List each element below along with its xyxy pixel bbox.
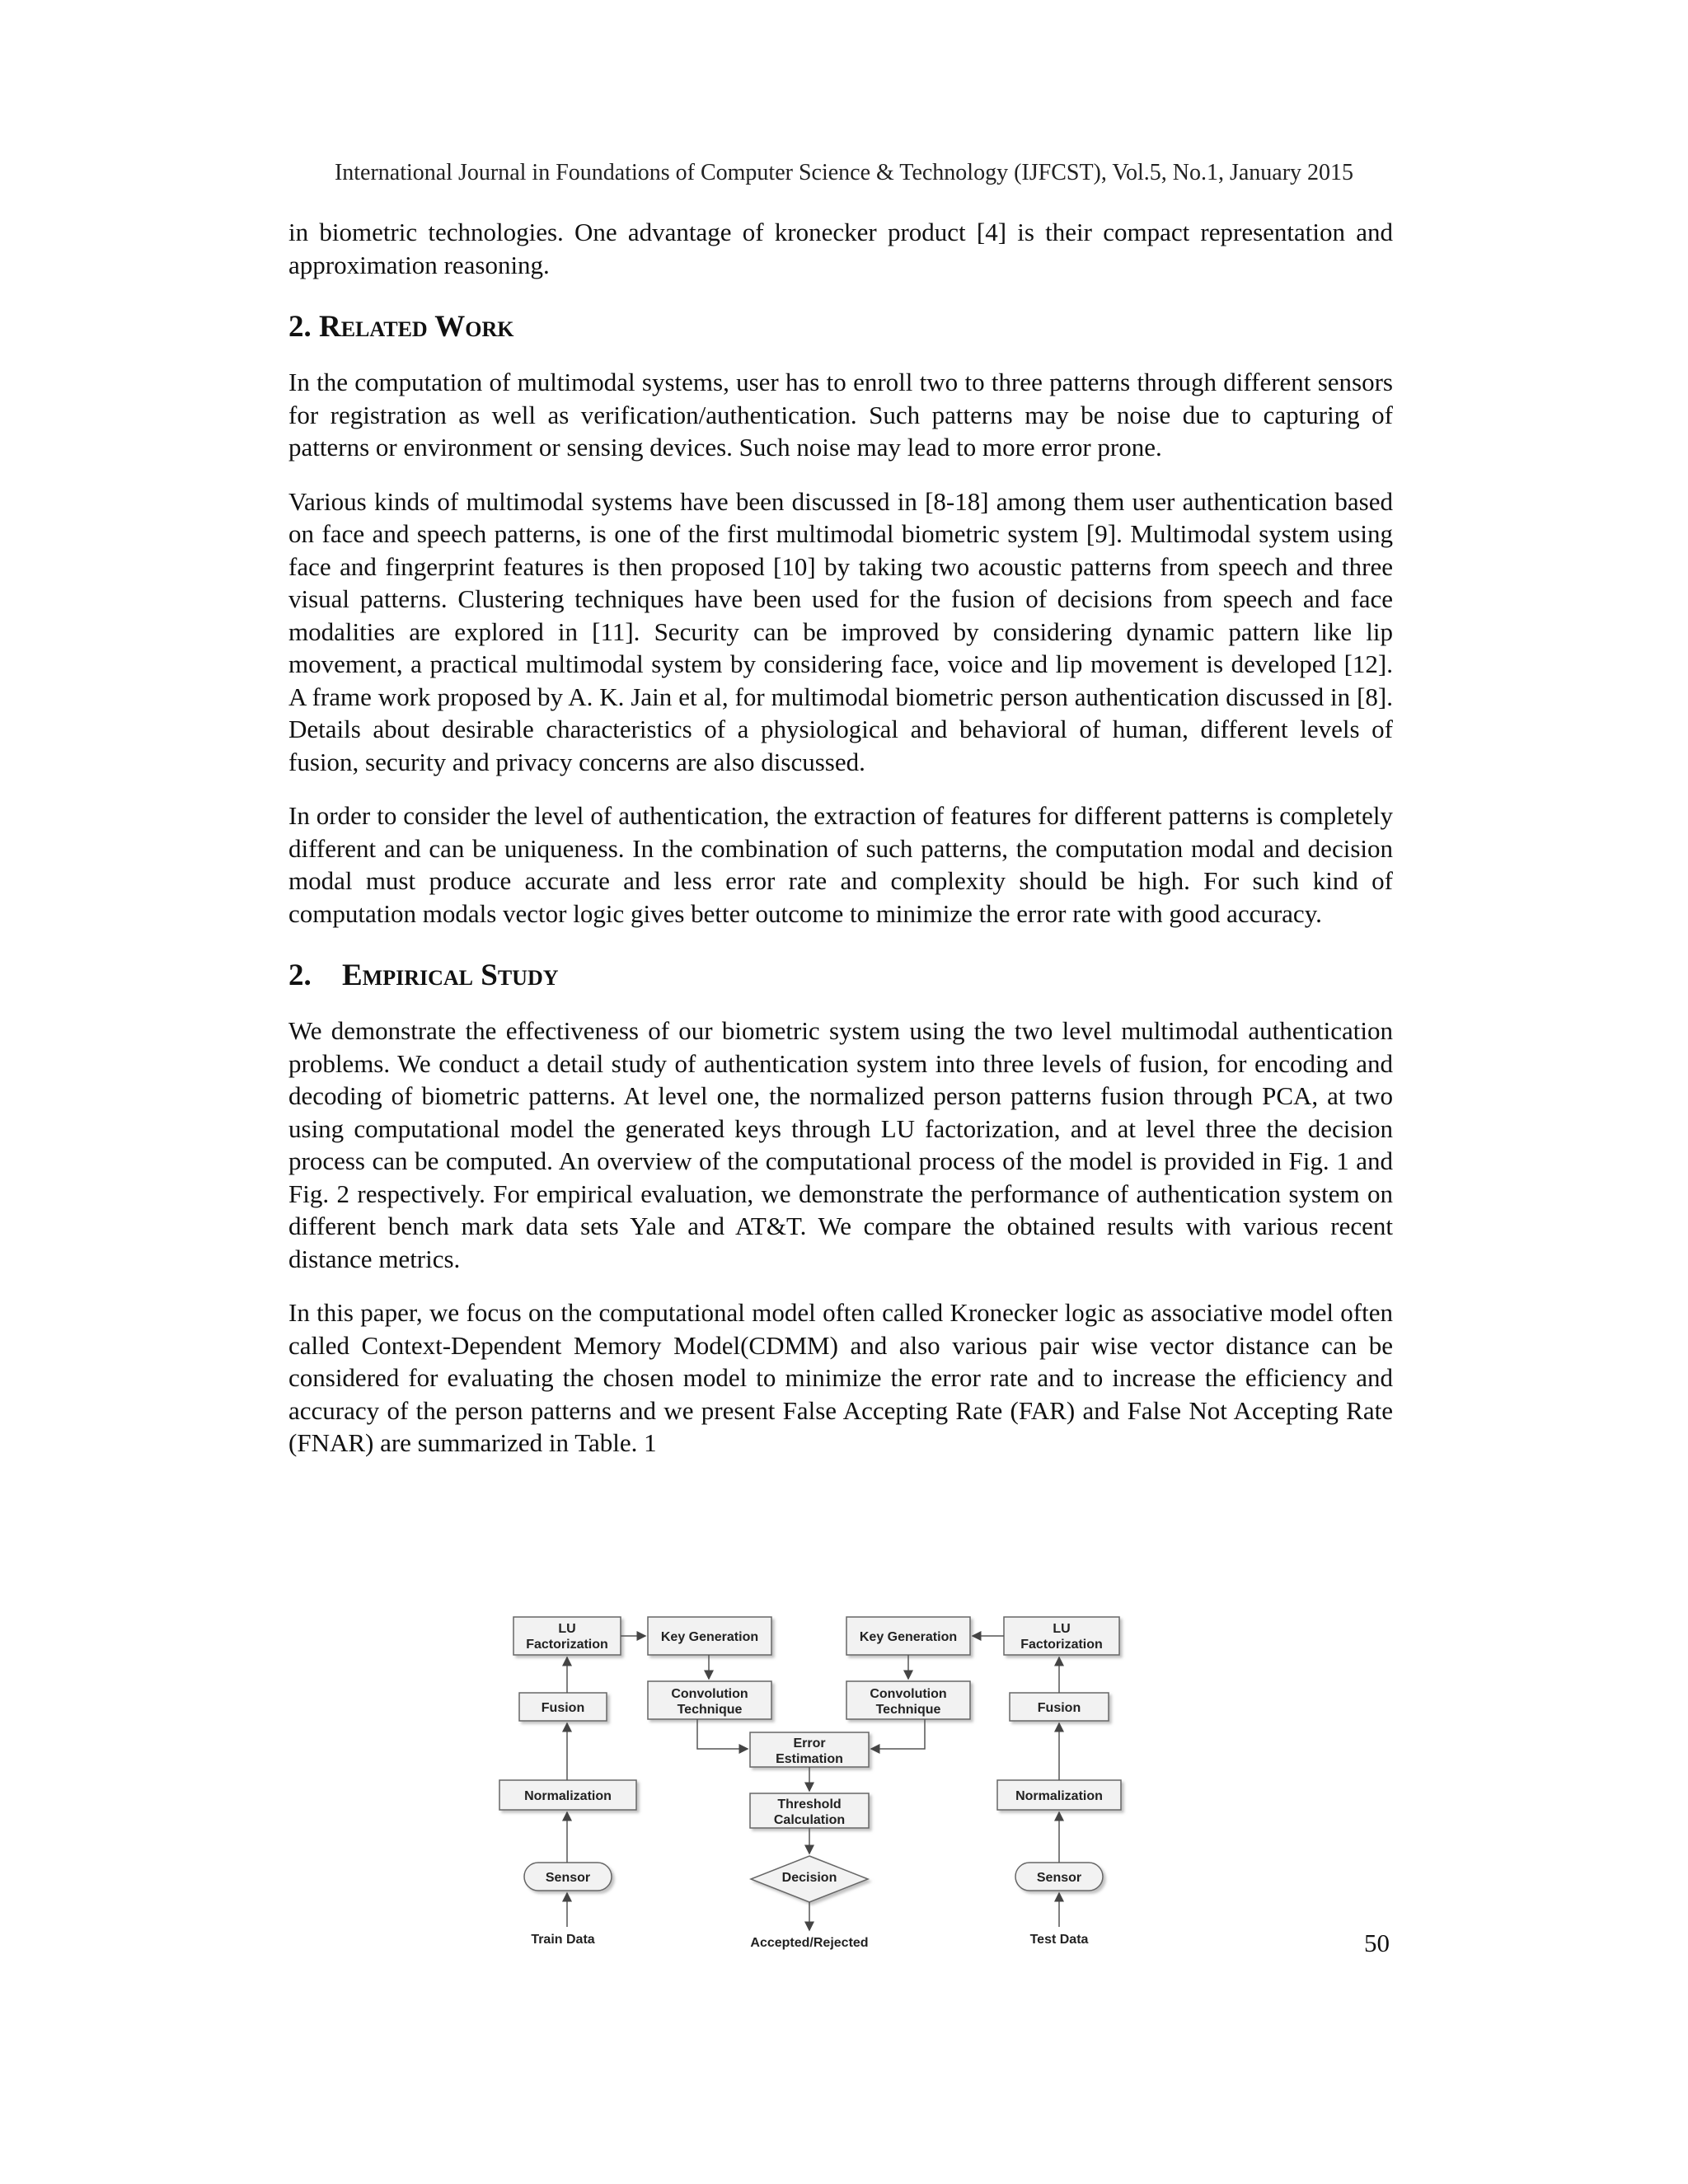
lu-label-left-1: LU (558, 1622, 576, 1636)
section-heading-related-work (288, 309, 1393, 344)
keygen-label-left: Key Generation (660, 1630, 759, 1644)
related-paragraph-2: Various kinds of multimodal systems have been discussed in [8-18] among them user authentication based on face and speech patterns, is one of the first multimodal biometric system [9]. Multimodal system using face and fingerprint features is then proposed [10] by taking two acoustic patterns from speech and three visual patterns. Clustering techniques have been used for the fusion of decisions from speech and face modalities are explored in [11]. Security can be improved by considering dynamic pattern like lip movement, a practical multimodal system by considering face, voice and lip movement is developed [12]. A frame work proposed by A. K. Jain et al, for multimodal biometric person authentication discussed in [8]. Details about desirable characteristics of a physiological and behavioral of human, different levels of fusion, security and privacy concerns are also discussed. (288, 486, 1393, 776)
arrow-conv-left-to-error (697, 1719, 748, 1749)
section-number: 2. (288, 958, 312, 992)
test-data-label: Test Data (1029, 1933, 1089, 1947)
fusion-label-left: Fusion (541, 1701, 585, 1715)
empirical-paragraph-1: We demonstrate the effectiveness of our biometric system using the two level multimodal authentication problems. We conduct a detail study of authentication system into three levels of fusion, for encoding and decoding of biometric patterns. At level one, the normalized person patterns fusion through PCA, at two using computational model the generated keys through LU factorization, and at level three the decision process can be computed. An overview of the computational process of the model is provided in Fig. 1 and Fig. 2 respectively. For empirical evaluation, we demonstrate the performance of authentication system on different bench mark data sets Yale and AT&T. We compare the obtained results with various recent distance metrics. (288, 1016, 1393, 1273)
authentication-flow-diagram (486, 1607, 1146, 1961)
section-title: Empirical Study (342, 958, 559, 992)
conv-label-right-2: Technique (875, 1703, 941, 1717)
accepted-rejected-label: Accepted/Rejected (750, 1936, 869, 1950)
error-label-2: Estimation (776, 1752, 843, 1766)
train-data-label: Train Data (531, 1933, 595, 1947)
sensor-label-right: Sensor (1036, 1871, 1082, 1885)
empirical-paragraph-2: In this paper, we focus on the computational model often called Kronecker logic as associative model often called Context-Dependent Memory Model(CDMM) and also various pair wise vector distance can be considered for evaluating the chosen model to minimize the error rate and to increase the efficiency and accuracy of the person patterns and we present False Accepting Rate (FAR) and False Not Accepting Rate (FNAR) are summarized in Table. 1 (288, 1298, 1393, 1457)
fusion-label-right: Fusion (1037, 1701, 1081, 1715)
section-number: 2. (288, 310, 312, 344)
page-number: 50 (1364, 1929, 1390, 1957)
normalization-label-right: Normalization (1015, 1789, 1103, 1803)
keygen-label-right: Key Generation (859, 1630, 958, 1644)
normalization-label-left: Normalization (524, 1789, 612, 1803)
threshold-label-1: Threshold (777, 1797, 842, 1811)
conv-label-left-2: Technique (677, 1703, 743, 1717)
journal-header: International Journal in Foundations of Computer Science & Technology (IJFCST), Vol.5, No.1, January 2015 (334, 160, 1354, 185)
decision-label: Decision (781, 1871, 837, 1885)
intro-tail-paragraph: in biometric technologies. One advantage of kronecker product [4] is their compact representation and approximation reasoning. (288, 218, 1393, 279)
lu-label-right-1: LU (1053, 1622, 1071, 1636)
conv-label-right-1: Convolution (870, 1687, 947, 1701)
sensor-label-left: Sensor (545, 1871, 591, 1885)
threshold-label-2: Calculation (773, 1813, 846, 1827)
arrow-conv-right-to-error (871, 1719, 925, 1749)
related-paragraph-3: In order to consider the level of authentication, the extraction of features for different patterns is completely different and can be uniqueness. In the combination of such patterns, the computation modal and decision modal must produce accurate and less error rate and complexity should be high. For such kind of computation modals vector logic gives better outcome to minimize the error rate with good accuracy. (288, 801, 1393, 928)
article-body (288, 216, 1393, 1481)
section-title: Related Work (319, 310, 514, 344)
lu-label-left-2: Factorization (526, 1638, 608, 1652)
related-paragraph-1: In the computation of multimodal systems, user has to enroll two to three patterns through different sensors for registration as well as verification/authentication. Such patterns may be noise due to capturing of patterns or environment or sensing devices. Such noise may lead to more error prone. (288, 368, 1393, 462)
section-heading-empirical-study (288, 958, 1393, 993)
conv-label-left-1: Convolution (671, 1687, 748, 1701)
error-label-1: Error (793, 1736, 826, 1750)
lu-label-right-2: Factorization (1020, 1638, 1103, 1652)
